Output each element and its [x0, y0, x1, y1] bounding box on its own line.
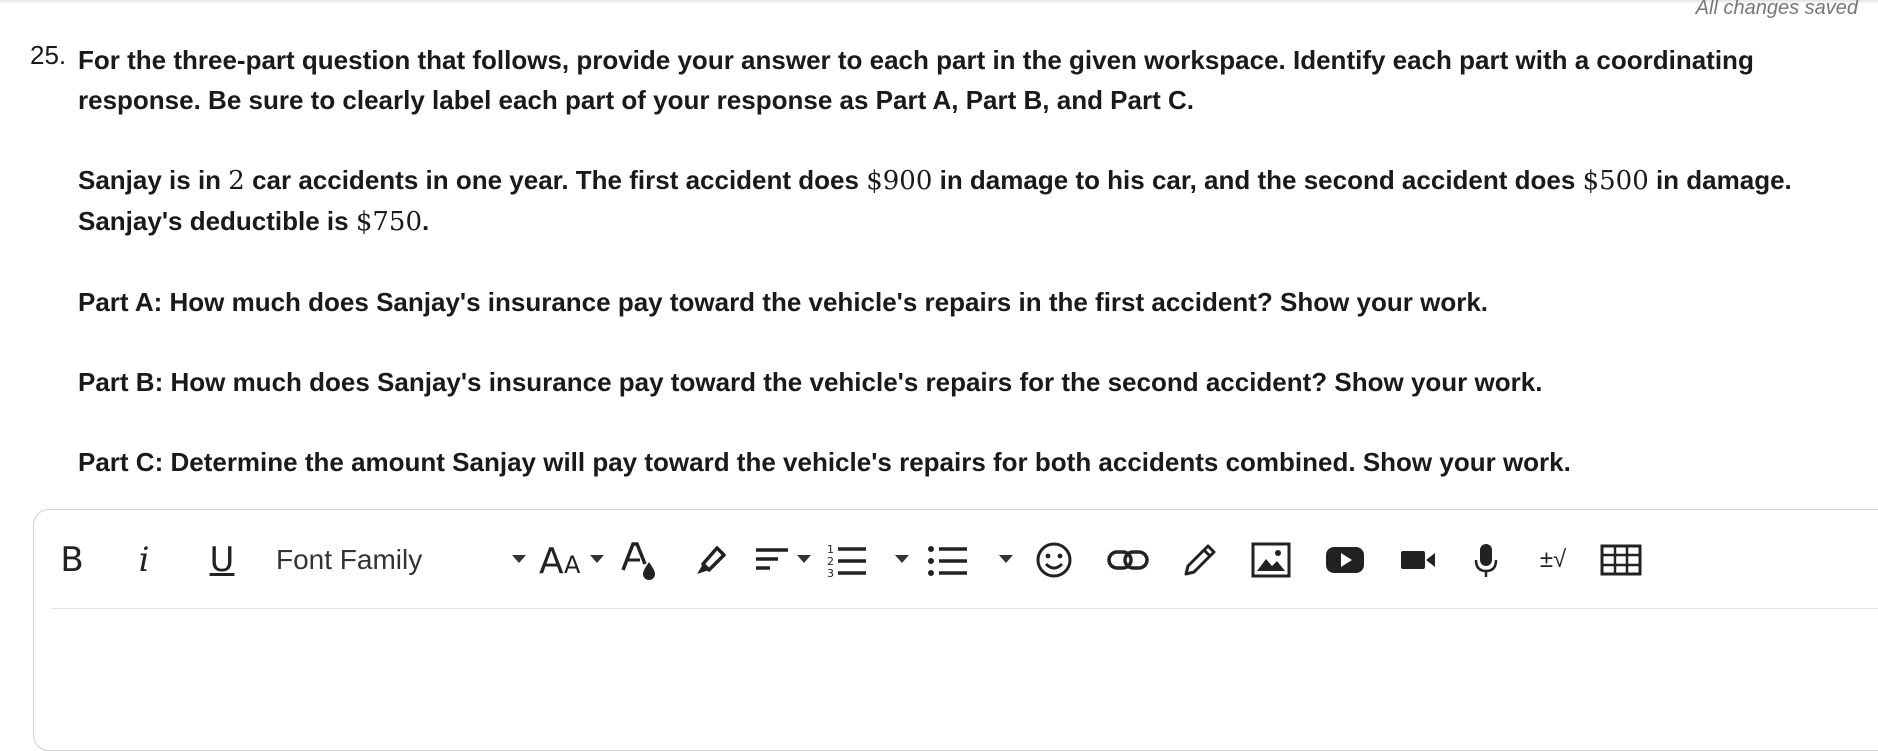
font-size-icon	[539, 540, 589, 580]
font-size-button[interactable]	[539, 540, 589, 580]
italic-button[interactable]: i	[138, 540, 150, 580]
svg-text:A: A	[539, 541, 564, 580]
smiley-icon	[1034, 540, 1074, 580]
record-audio-button[interactable]	[1468, 540, 1504, 580]
underline-button[interactable]: U	[209, 540, 235, 580]
svg-text:1: 1	[827, 543, 834, 556]
chevron-down-icon[interactable]	[512, 555, 526, 563]
align-left-icon	[752, 540, 792, 580]
svg-text:3: 3	[827, 567, 834, 580]
svg-text:A: A	[564, 551, 581, 579]
chevron-down-icon[interactable]	[895, 555, 909, 563]
insert-image-button[interactable]	[1250, 540, 1292, 580]
editor-toolbar	[34, 510, 1878, 609]
scenario-math: $750	[355, 207, 423, 237]
scenario-math: $900	[866, 166, 933, 196]
top-shadow	[0, 0, 1878, 4]
pencil-icon	[1180, 540, 1220, 580]
ordered-list-icon	[826, 540, 868, 580]
link-icon	[1106, 540, 1150, 580]
highlight-button[interactable]	[689, 540, 729, 580]
insert-video-button[interactable]	[1324, 540, 1366, 580]
svg-text:2: 2	[827, 555, 834, 568]
text-color-icon	[619, 540, 659, 580]
insert-table-button[interactable]	[1600, 540, 1642, 580]
table-icon	[1600, 540, 1642, 580]
insert-link-button[interactable]	[1106, 540, 1150, 580]
draw-button[interactable]	[1180, 540, 1220, 580]
question-number: 25.	[30, 40, 67, 70]
record-video-button[interactable]	[1398, 540, 1438, 580]
part-c-prompt: Part C: Determine the amount Sanjay will pay toward the vehicle's repairs for both accidents combined. Show your work.	[78, 447, 1571, 477]
question-scenario	[78, 160, 1848, 242]
part-b-prompt: Part B: How much does Sanjay's insurance pay toward the vehicle's repairs for the second accident? Show your work.	[78, 367, 1543, 397]
highlighter-icon	[689, 540, 729, 580]
part-a-prompt: Part A: How much does Sanjay's insurance pay toward the vehicle's repairs in the first accident? Show your work.	[78, 287, 1489, 317]
question-intro: For the three-part question that follows, provide your answer to each part in the given workspace. Identify each part with a coordinating response. Be sure to clearly label each part of your response as Part A, Part B, and Part C.	[78, 45, 1754, 115]
font-family-label: Font Family	[276, 544, 423, 575]
align-button[interactable]	[752, 540, 792, 580]
chevron-down-icon[interactable]	[590, 555, 604, 563]
chevron-down-icon[interactable]	[797, 555, 811, 563]
scenario-text: Sanjay is in	[78, 165, 229, 195]
save-status: All changes saved	[1695, 0, 1858, 19]
response-editor[interactable]	[33, 509, 1878, 751]
question-body	[78, 40, 1848, 482]
scenario-text: in damage. Sanjay's deductible is	[78, 165, 1792, 236]
emoji-button[interactable]	[1034, 540, 1074, 580]
scenario-math: 2	[228, 166, 245, 196]
scenario-math: $500	[1582, 166, 1649, 196]
scenario-text: car accidents in one year. The first accident does	[244, 165, 867, 195]
text-color-button[interactable]	[619, 540, 659, 580]
scenario-text: in damage to his car, and the second accident does	[932, 165, 1583, 195]
bullet-list-button[interactable]	[927, 540, 969, 580]
math-editor-button[interactable]: ±√	[1539, 546, 1567, 573]
bullet-list-icon	[927, 540, 969, 580]
image-icon	[1250, 540, 1292, 580]
ordered-list-button[interactable]	[826, 540, 868, 580]
video-camera-icon	[1398, 540, 1438, 580]
youtube-icon	[1324, 540, 1366, 580]
bold-button[interactable]: B	[60, 540, 84, 580]
toolbar-divider	[52, 608, 1878, 609]
scenario-text: .	[422, 206, 430, 236]
chevron-down-icon[interactable]	[999, 555, 1013, 563]
font-family-select[interactable]	[276, 540, 526, 580]
microphone-icon	[1468, 540, 1504, 580]
